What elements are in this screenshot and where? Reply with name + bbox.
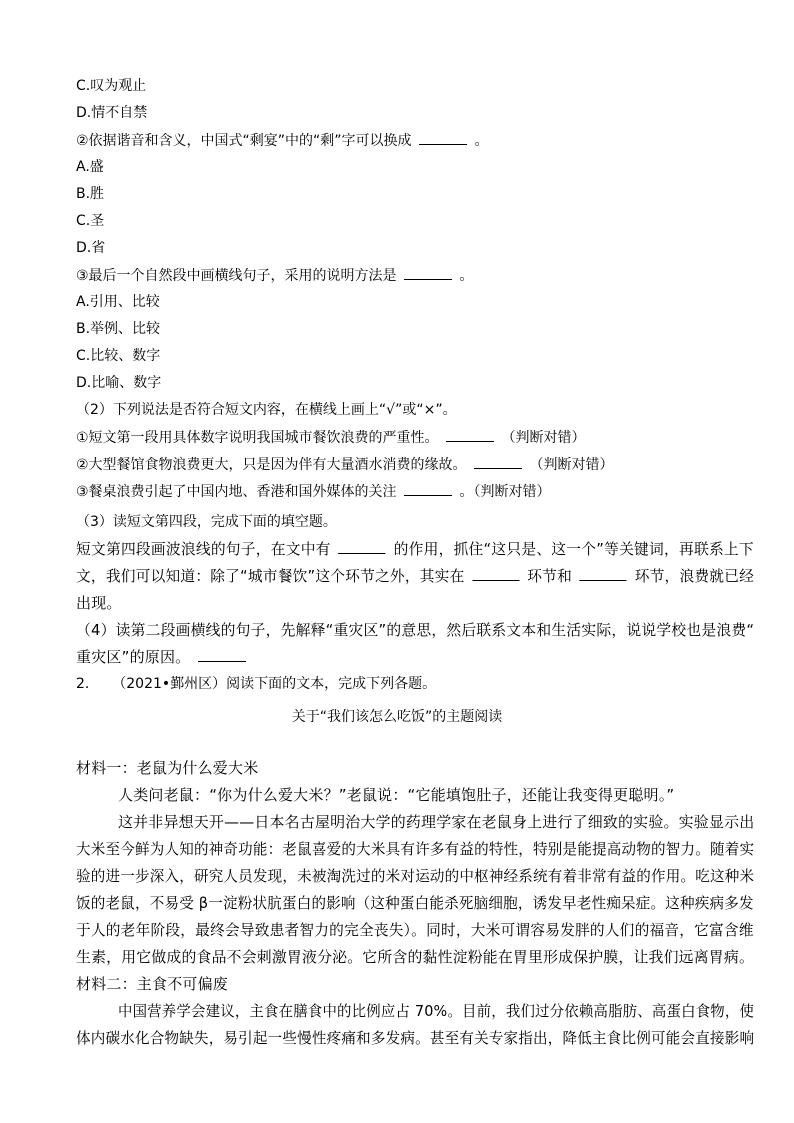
answer-blank[interactable] [419,131,467,145]
fill-text: 环节和 [527,567,572,585]
paragraph-line: 于人的老年阶段，最终会导致患者智力的完全丧失）。同时，大米可谓容易发胖的人们的福音，它富含维 [76,921,754,939]
judge-item-text: ①短文第一段用具体数字说明我国城市餐饮浪费的严重性。 [76,430,439,446]
answer-blank[interactable] [474,455,522,469]
paragraph-line: 体内碳水化合物缺失，易引起一些慢性疼痛和多发病。甚至有关专家指出，降低主食比例可能会直接影响 [76,1029,755,1047]
q1-sub3-option-d: D.比喻、数字 [76,375,162,391]
reading-title: 关于“我们该怎么吃饭”的主题阅读 [291,709,503,725]
paragraph-line: 中国营养学会建议，主食在膳食中的比例应占 70%。目前，我们过分依赖高脂肪、高蛋白食物，使 [118,1002,755,1020]
judge-item-3 [76,482,550,501]
paragraph-line: 大米至今鲜为人知的神奇功能：老鼠喜爱的大米具有许多有益的特性，特别是能提高动物的智力。随着实 [76,840,755,858]
q1-sub3-text: ③最后一个自然段中画横线句子，采用的说明方法是 [76,268,397,284]
fill-text: 环节，浪费就已经 [634,567,755,585]
q1-sub2-text: ②依据谐音和含义，中国式“剩宴”中的“剩”字可以换成 [76,133,412,149]
judge-item-2 [76,455,613,474]
answer-blank[interactable] [446,428,494,442]
judge-item-tail: 。（判断对错） [459,484,551,500]
paragraph-line: 这并非异想天开——日本名古屋明治大学的药理学家在老鼠身上进行了细致的实验。实验显示出 [118,813,755,831]
answer-blank[interactable] [472,567,519,581]
q1-sub2-option-a: A.盛 [76,159,104,175]
fill-text: 短文第四段画波浪线的句子，在文中有 [76,540,331,558]
q1-option-c: C.叹为观止 [76,78,147,94]
q1-sub2-option-c: C.圣 [76,213,105,229]
paragraph-line: 验的进一步深入，研究人员发现，未被淘洗过的米对运动的中枢神经系统有着非常有益的作用。吃这种米 [76,867,755,885]
q1-part2-intro: （2）下列说法是否符合短文内容，在横线上画上“√”或“×”。 [76,402,457,418]
judge-item-text: ②大型餐馆食物浪费更大，只是因为伴有大量酒水消费的缘故。 [76,457,467,473]
q1-part3-intro: （3）读短文第四段，完成下面的填空题。 [76,514,337,530]
judge-item-tail: （判断对错） [501,430,586,446]
question-number: 2. [76,676,90,692]
q1-sub3-option-c: C.比较、数字 [76,348,161,364]
fill-text: 文，我们可以知道：除了“城市餐饮”这个环节之外，其实在 [76,567,465,585]
answer-blank[interactable] [580,567,627,581]
judge-item-tail: （判断对错） [529,457,614,473]
paragraph-line: 饭的老鼠，不易受 β一淀粉状肮蛋白的影响（这种蛋白能杀死脑细胞，诱发早老性痴呆症。这种疾病多发 [76,894,754,912]
q1-option-d: D.情不自禁 [76,105,148,121]
q1-sub3-option-a: A.引用、比较 [76,294,160,310]
q1-sub3-end: 。 [459,268,474,284]
question-source: （2021•鄞州区）阅读下面的文本，完成下列各题。 [112,676,437,692]
answer-blank[interactable] [198,648,246,662]
fill-text: 的作用，抓住“这只是、这一个”等关键词，再联系上下 [393,540,754,558]
q1-part3-line3: 出现。 [76,594,122,612]
q1-sub2-option-d: D.省 [76,240,106,256]
paragraph-line: 人类问老鼠：“你为什么爱大米？”老鼠说：“它能填饱肚子，还能让我变得更聪明。” [118,786,675,804]
q1-part3-line1 [76,540,754,558]
fill-text: 重灾区”的原因。 [76,648,191,666]
judge-item-text: ③餐桌浪费引起了中国内地、香港和国外媒体的关注 [76,484,397,500]
judge-item-1 [76,428,585,447]
answer-blank[interactable] [404,482,452,496]
answer-blank[interactable] [339,540,386,554]
q1-sub2-option-b: B.胜 [76,186,105,202]
q1-sub3-question [76,266,473,285]
question-2-header [76,675,436,693]
material-1-heading: 材料一：老鼠为什么爱大米 [76,759,259,777]
q1-part3-line2 [76,567,754,585]
q1-part4-line1: （4）读第二段画横线的句子，先解释“重灾区”的意思，然后联系文本和生活实际，说说学校也是浪费“ [76,621,755,639]
paragraph-line: 生素，用它做成的食品不会刺激胃液分泌。它所含的黏性淀粉能在胃里形成保护膜，让我们远离胃病。 [76,948,755,966]
q1-sub2-question [76,131,488,150]
q1-part4-line2 [76,648,249,666]
material-2-heading: 材料二：主食不可偏废 [76,975,229,993]
q1-sub2-end: 。 [474,133,489,149]
q1-sub3-option-b: B.举例、比较 [76,321,161,337]
answer-blank[interactable] [404,266,452,280]
